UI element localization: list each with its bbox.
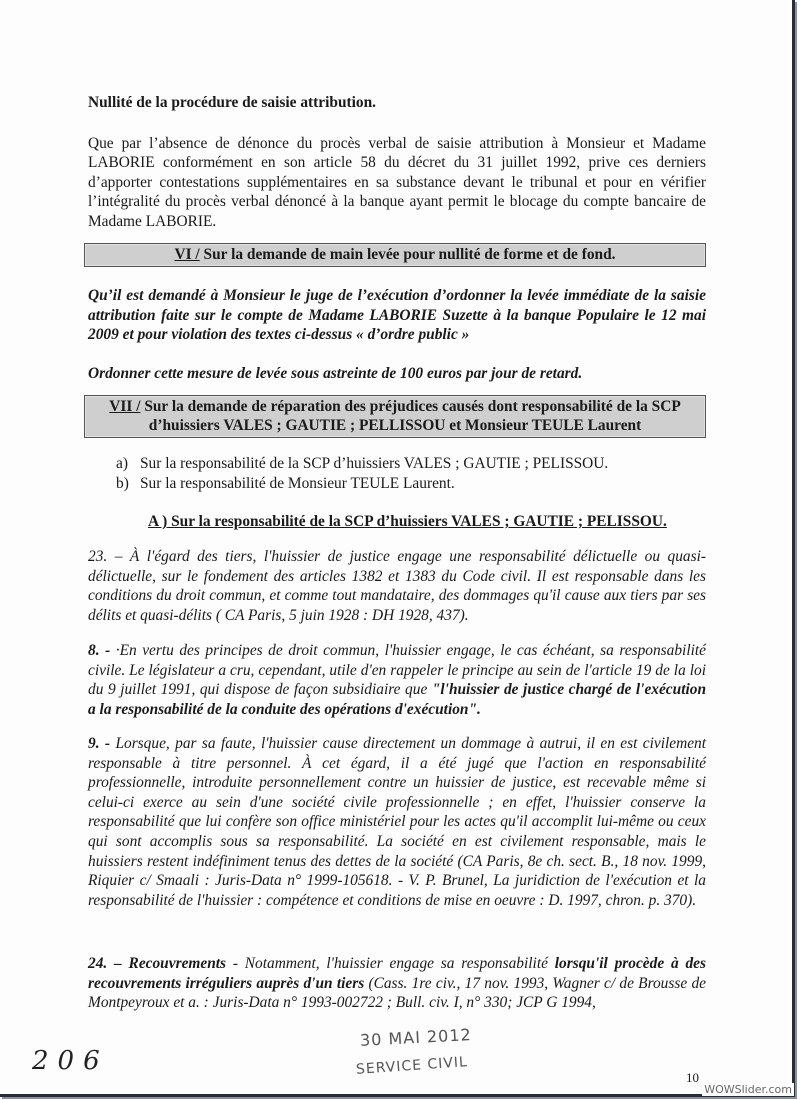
paragraph-9: 9. - Lorsque, par sa faute, l'huissier cause directement un dommage à autrui, il en est civilement responsable à titre personnel. À cet égard, il a été jugé que l'action en responsabilité professionnelle, introduite personnellement contre un huissier de justice, est recevable même si celui-ci exerce au sein d'une société civile professionnelle ; en effet, l'huissier conserve la responsabilité que lui confère son office ministériel pour les actes qu'il accomplit lui-même ou ceux qui sont accomplis sous sa responsabilité. La société en est civilement responsable, mais le huissiers restent indéfiniment tenus des dettes de la société (CA Paris, 8e ch. sect. B., 18 nov. 1999, Riquier c/ Smaali : Juris-Data n° 1999-105618. - V. P. Brunel, La juridiction de l'exécution et la responsabilité de l'huissier : compétence et conditions de mise en oeuvre : D. 1997, chron. p. 370). xyxy=(88,735,706,909)
section-number: VII / xyxy=(109,398,141,415)
list-item: a) Sur la responsabilité de la SCP d’huissiers VALES ; GAUTIE ; PELISSOU. xyxy=(116,455,609,472)
stamp-service: SERVICE CIVIL xyxy=(355,1054,469,1078)
list-item: b) Sur la responsabilité de Monsieur TEULE Laurent. xyxy=(116,475,455,492)
responsibility-list xyxy=(116,454,608,494)
section-vi-body xyxy=(88,286,706,383)
section-vi-header xyxy=(84,243,706,267)
paragraph-24: 24. – Recouvrements - Notamment, l'huissier engage sa responsabilité lorsqu'il procède à des recouvrements irréguliers auprès d'un tiers (Cass. 1re civ., 17 nov. 1993, Wagner c/ de Brousse de Montpeyroux et a. : Juris-Data n° 1993-002722 ; Bull. civ. I, n° 330; JCP G 1994, xyxy=(88,955,707,1012)
section-vii-header xyxy=(84,395,706,438)
handwritten-page-number: 206 xyxy=(32,1046,109,1076)
section-title-line2: d’huissiers VALES ; GAUTIE ; PELLISSOU et Monsieur TEULE Laurent xyxy=(148,417,642,434)
request-paragraph: Qu’il est demandé à Monsieur le juge de l’exécution d’ordonner la levée immédiate de la saisie attribution faite sur le compte de Madame LABORIE Suzette à la banque Populaire le 12 mai 2009 et pour violation des textes ci-dessus « d’ordre public » xyxy=(88,287,706,344)
section-title-line1: Sur la demande de réparation des préjudices causés dont responsabilité de la SCP xyxy=(140,398,681,415)
section-title: Nullité de la procédure de saisie attribution. xyxy=(88,94,377,111)
section-title: Sur la demande de main levée pour nullité de forme et de fond. xyxy=(199,246,616,263)
order-paragraph: Ordonner cette mesure de levée sous astreinte de 100 euros par jour de retard. xyxy=(88,364,583,382)
watermark: WOWSlider.com xyxy=(704,1083,792,1096)
section-number: VI / xyxy=(174,246,200,263)
paragraph-8: 8. - ·En vertu des principes de droit commun, l'huissier engage, le cas échéant, sa responsabilité civile. Le législateur a cru, cependant, utile d'en rappeler le principe au sein de l'article 19 de la loi du 9 juillet 1991, qui dispose de façon subsidiaire que "l'huissier de justice chargé de l'exécution a la responsabilité de la conduite des opérations d'exécution". xyxy=(88,642,707,718)
page-number: 10 xyxy=(686,1070,699,1085)
paragraph-23: 23. – À l'égard des tiers, l'huissier de justice engage une responsabilité délictuelle ou quasi-délictuelle, sur le fondement des articles 1382 et 1383 du Code civil. Il est responsable dans les conditions du droit commun, et comme tout mandataire, des dommages qu'il cause aux tiers par ses délits et quasi-délits ( CA Paris, 5 juin 1928 : DH 1928, 437). xyxy=(88,548,706,624)
section-nullite xyxy=(88,93,706,232)
subheading-a: A ) Sur la responsabilité de la SCP d’huissiers VALES ; GAUTIE ; PELISSOU. xyxy=(148,513,667,530)
section-body: Que par l’absence de dénonce du procès verbal de saisie attribution à Monsieur et Madame LABORIE conformément en son article 58 du décret du 31 juillet 1992, prive ces derniers d’apporter contestations supplémentaires en sa substance devant le tribunal et pour en vérifier l’intégralité du procès verbal dénoncé à la banque ayant permit le blocage du compte bancaire de Madame LABORIE. xyxy=(88,134,706,230)
stamp-date: 30 MAI 2012 xyxy=(359,1025,473,1050)
